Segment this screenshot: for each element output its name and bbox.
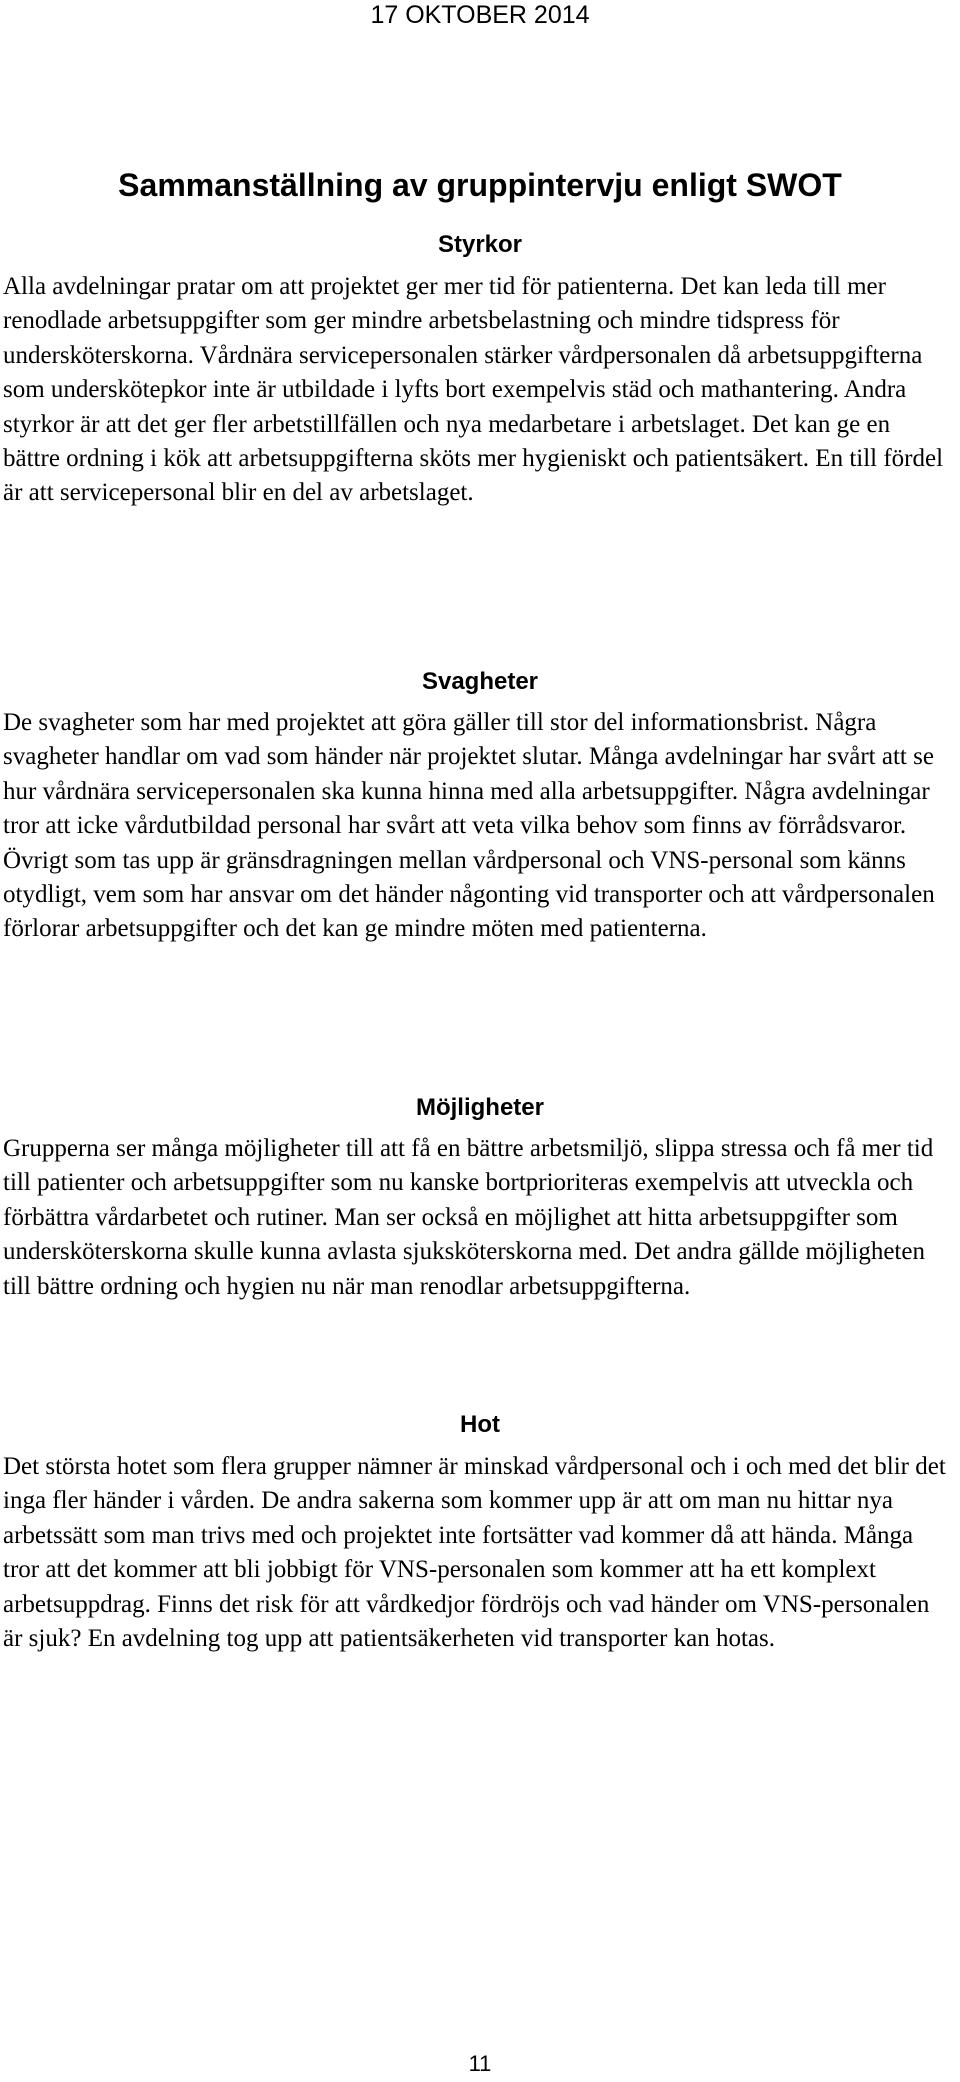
section-body-styrkor: Alla avdelningar pratar om att projektet ger mer tid för patienterna. Det kan leda till mer renodlade arbetsuppgifter som ger mindre arbetsbelastning och mindre tidspress för undersköterskorna. Vårdnära servicepersonalen stärker vårdpersonalen då arbetsuppgifterna som underskötерkor inte är utbildade i lyfts bort exempelvis städ och mathantering. Andra styrkor är att det ger fler arbetstillfällen och nya medarbetare i arbetslaget. Det kan ge en bättre ordning i kök att arbetsuppgifterna sköts mer hygieniskt och patientsäkert. En till fördel är att servicepersonal blir en del av arbetslaget. (3, 273, 944, 507)
section-heading-mojligheter: Möjligheter (415, 1094, 544, 1121)
section-heading-svagheter: Svagheter (421, 668, 539, 695)
page-number: 11 (468, 2051, 492, 2076)
running-header-date: 17 OKTOBER 2014 (370, 1, 590, 29)
section-body-hot: Det största hotet som flera grupper nämner är minskad vårdpersonal och i och med det blir det inga fler händer i vården. De andra sakerna som kommer upp är att om man nu hittar nya arbetssätt som man trivs med och projektet inte fortsätter vad kommer då att hända. Många tror att det kommer att bli jobbigt för VNS-personalen som kommer att ha ett komplext arbetsuppdrag. Finns det risk för att vårdkedjor fördröjs och vad händer om VNS-personalen är sjuk? En avdelning tog upp att patientsäkerheten vid transporter kan hotas. (3, 1453, 946, 1653)
document-title: Sammanställning av gruppintervju enligt SWOT (118, 167, 842, 203)
section-heading-styrkor: Styrkor (437, 231, 523, 258)
section-heading-hot: Hot (460, 1411, 500, 1438)
section-body-mojligheter: Grupperna ser många möjligheter till att få en bättre arbetsmiljö, slippa stressa och få mer tid till patienter och arbetsuppgifter som nu kanske bortprioriteras exempelvis att utveckla och förbättra vårdarbetet och rutiner. Man ser också en möjlighet att hitta arbetsuppgifter som undersköterskorna skulle kunna avlasta sjuksköterskorna med. Det andra gällde möjligheten till bättre ordning och hygien nu när man renodlar arbetsuppgifterna. (3, 1135, 934, 1300)
section-body-svagheter: De svagheter som har med projektet att göra gäller till stor del informationsbrist. Några svagheter handlar om vad som händer när projektet slutar. Många avdelningar har svårt att se hur vårdnära servicepersonalen ska kunna hinna med alla arbetsuppgifter. Några avdelningar tror att icke vårdutbildad personal har svårt att veta vilka behov som finns av förrådsvaror. Övrigt som tas upp är gränsdragningen mellan vårdpersonal och VNS-personal som känns otydligt, vem som har ansvar om det händer någonting vid transporter och att vårdpersonalen förlorar arbetsuppgifter och det kan ge mindre möten med patienterna. (3, 709, 935, 943)
